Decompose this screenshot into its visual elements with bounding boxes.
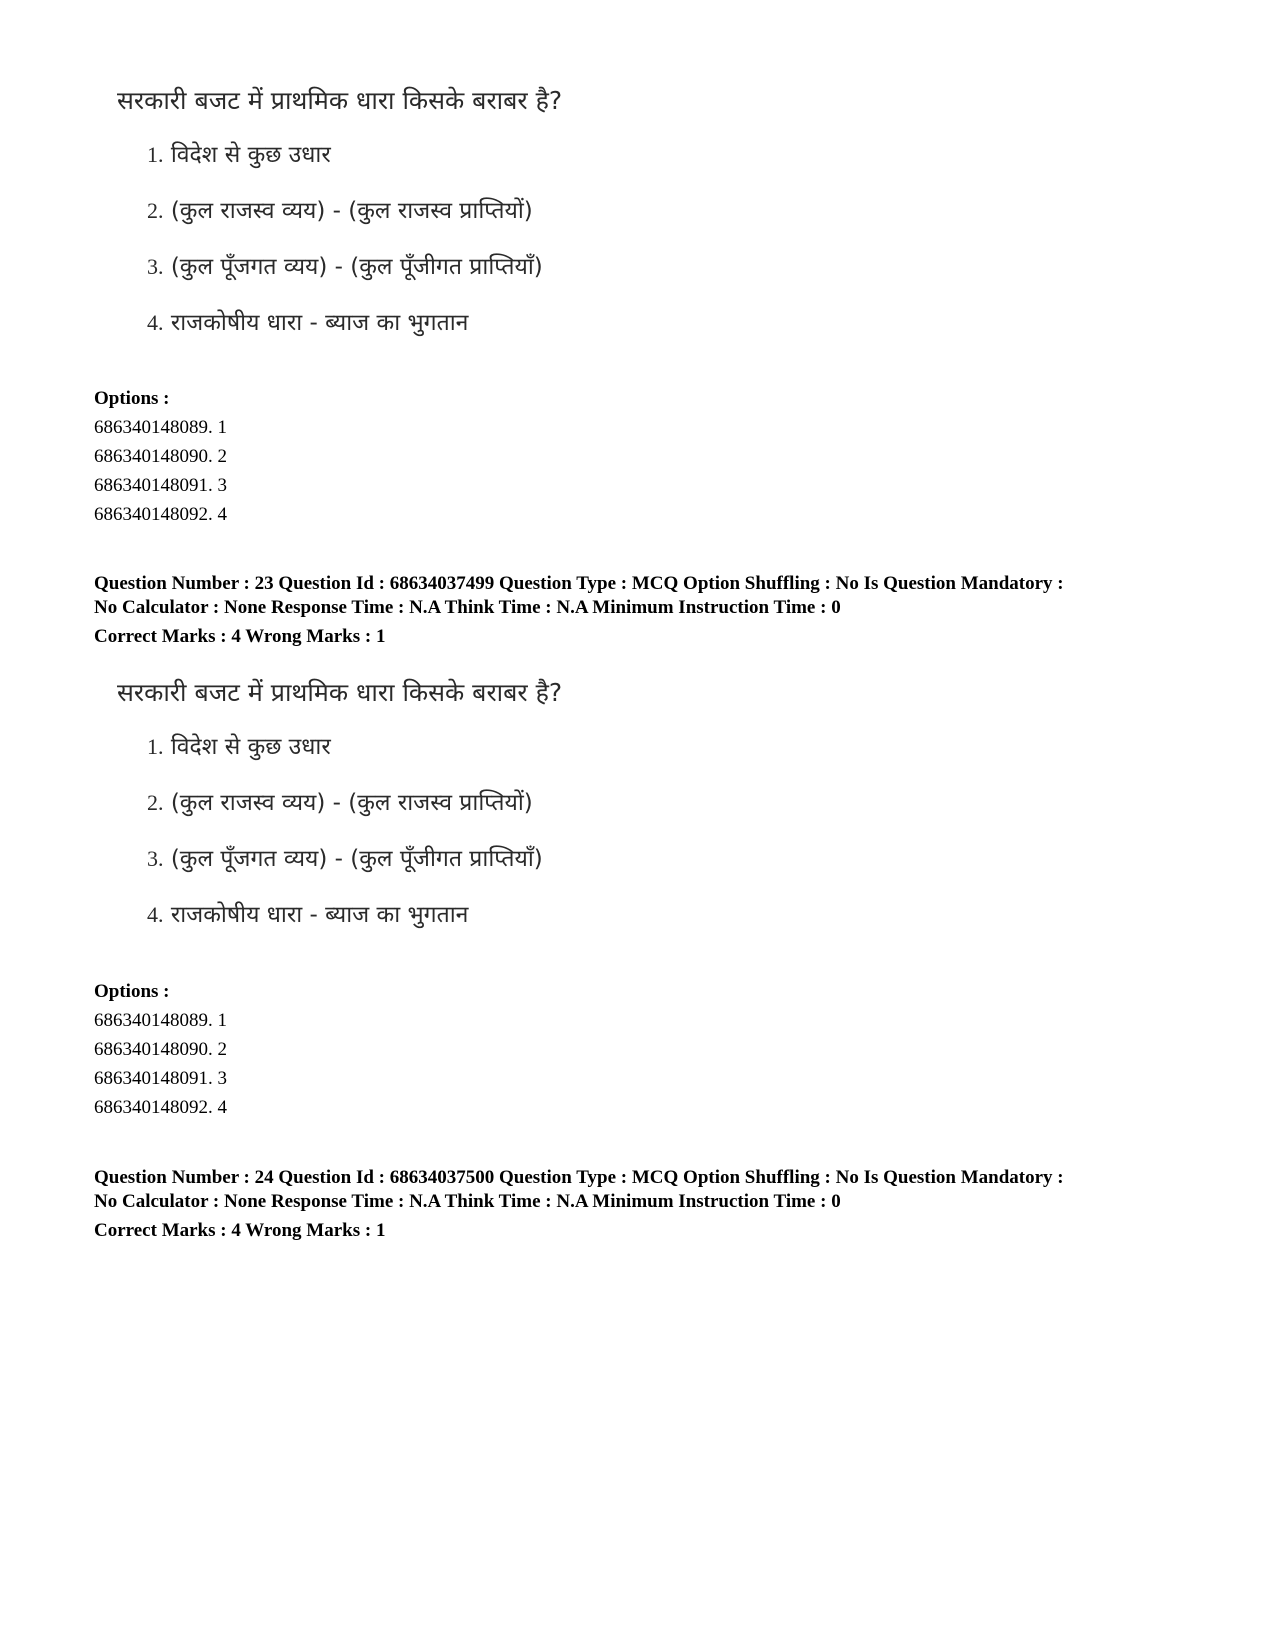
choice-text: (कुल राजस्व व्यय) - (कुल राजस्व प्राप्तियों) [170,198,533,224]
option-item: 686340148092. 4 [94,1097,227,1118]
choice-text: विदेश से कुछ उधार [170,142,331,168]
option-item: 686340148090. 2 [94,446,227,467]
choice-number: 2. [147,790,164,815]
option-item: 686340148091. 3 [94,1068,227,1089]
question-meta [94,572,1204,649]
question-choice [147,900,468,930]
question-image [117,86,637,356]
question-meta [94,1166,1204,1243]
question-meta-line: Question Number : 24 Question Id : 68634037500 Question Type : MCQ Option Shuffling : No Is Question Mandatory : [94,1167,1064,1188]
choice-text: विदेश से कुछ उधार [170,734,331,760]
question-choice [147,844,543,874]
choice-number: 1. [147,734,164,759]
choice-text: (कुल राजस्व व्यय) - (कुल राजस्व प्राप्तियों) [170,790,533,816]
choice-number: 3. [147,846,164,871]
question-meta-line: No Calculator : None Response Time : N.A Think Time : N.A Minimum Instruction Time : 0 [94,597,841,618]
choice-text: राजकोषीय धारा - ब्याज का भुगतान [170,310,469,336]
marks-line: Correct Marks : 4 Wrong Marks : 1 [94,626,386,647]
question-stem: सरकारी बजट में प्राथमिक धारा किसके बराबर है? [117,678,563,707]
question-choice [147,308,468,338]
choice-number: 4. [147,902,164,927]
marks-line: Correct Marks : 4 Wrong Marks : 1 [94,1220,386,1241]
choice-number: 1. [147,142,164,167]
choice-text: (कुल पूँजगत व्यय) - (कुल पूँजीगत प्राप्तियाँ) [170,846,543,872]
options-list [94,977,227,1122]
choice-text: राजकोषीय धारा - ब्याज का भुगतान [170,902,469,928]
option-item: 686340148090. 2 [94,1039,227,1060]
options-list [94,384,227,529]
options-heading: Options : [94,388,170,409]
choice-number: 3. [147,254,164,279]
question-meta-line: Question Number : 23 Question Id : 68634037499 Question Type : MCQ Option Shuffling : No Is Question Mandatory : [94,573,1064,594]
question-image [117,678,637,948]
question-choice [147,732,331,762]
choice-text: (कुल पूँजगत व्यय) - (कुल पूँजीगत प्राप्तियाँ) [170,254,543,280]
choice-number: 4. [147,310,164,335]
question-stem: सरकारी बजट में प्राथमिक धारा किसके बराबर है? [117,86,563,115]
choice-number: 2. [147,198,164,223]
option-item: 686340148091. 3 [94,475,227,496]
question-meta-line: No Calculator : None Response Time : N.A Think Time : N.A Minimum Instruction Time : 0 [94,1191,841,1212]
question-choice [147,140,331,170]
question-choice [147,788,533,818]
option-item: 686340148092. 4 [94,504,227,525]
option-item: 686340148089. 1 [94,417,227,438]
question-choice [147,196,533,226]
options-heading: Options : [94,981,170,1002]
question-choice [147,252,543,282]
option-item: 686340148089. 1 [94,1010,227,1031]
